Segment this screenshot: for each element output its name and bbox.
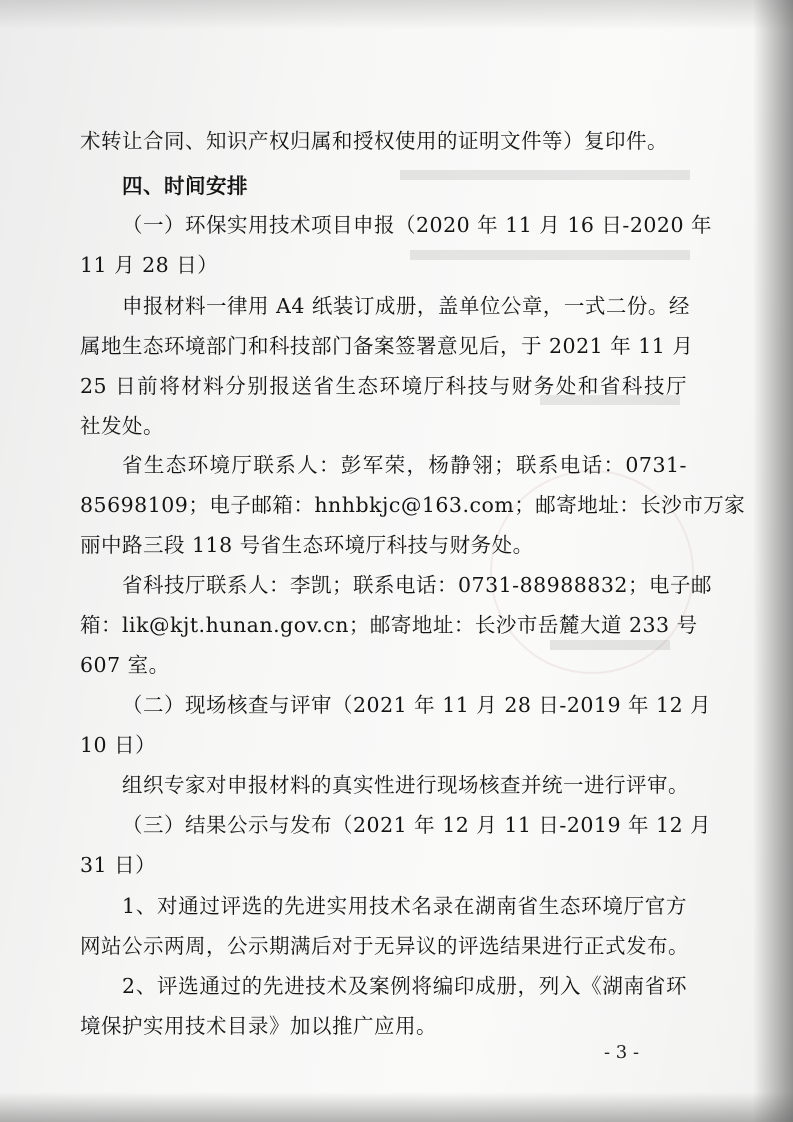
contact-env-line-3: 丽中路三段 118 号省生态环境厅科技与财务处。: [80, 533, 534, 557]
page-right-shadow: [753, 0, 793, 1122]
subheading-3-line-1: （三）结果公示与发布（2021 年 12 月 11 日-2019 年 12 月: [122, 813, 712, 837]
section-heading-schedule: 四、时间安排: [122, 174, 248, 198]
text-line-5: 申报材料一律用 A4 纸装订成册，盖单位公章，一式二份。经: [122, 294, 690, 318]
subheading-1-line-1: （一）环保实用技术项目申报（2020 年 11 月 16 日-2020 年: [122, 213, 713, 237]
item-2-line-1: 2、评选通过的先进技术及案例将编印成册，列入《湖南省环: [122, 974, 687, 998]
subheading-3-line-2: 31 日）: [80, 853, 157, 877]
subheading-2-line-2: 10 日）: [80, 733, 157, 757]
contact-env-line-2: 85698109；电子邮箱：hnhbkjc@163.com；邮寄地址：长沙市万家: [80, 493, 746, 517]
contact-sci-line-1: 省科技厅联系人：李凯；联系电话：0731-88988832；电子邮: [122, 573, 712, 597]
subheading-1-line-2: 11 月 28 日）: [80, 253, 219, 277]
contact-sci-line-3: 607 室。: [80, 653, 170, 677]
text-line-7: 25 日前将材料分别报送省生态环境厅科技与财务处和省科技厅: [80, 374, 687, 398]
text-line-6: 属地生态环境部门和科技部门备案签署意见后，于 2021 年 11 月: [80, 334, 694, 358]
text-line-8: 社发处。: [80, 414, 164, 438]
page-number: - 3 -: [604, 1042, 640, 1063]
item-1-line-2: 网站公示两周，公示期满后对于无异议的评选结果进行正式发布。: [80, 934, 689, 958]
item-1-line-1: 1、对通过评选的先进实用技术名录在湖南省生态环境厅官方: [122, 894, 687, 918]
text-line-17: 组织专家对申报材料的真实性进行现场核查并统一进行评审。: [122, 773, 689, 797]
contact-env-line-1: 省生态环境厅联系人：彭军荣，杨静翎；联系电话：0731-: [122, 453, 687, 477]
contact-sci-line-2: 箱：lik@kjt.hunan.gov.cn；邮寄地址：长沙市岳麓大道 233 号: [80, 613, 698, 637]
page-bottom-shadow: [0, 1092, 793, 1122]
page-top-shadow: [0, 0, 793, 30]
item-2-line-2: 境保护实用技术目录》加以推广应用。: [80, 1014, 437, 1038]
subheading-2-line-1: （二）现场核查与评审（2021 年 11 月 28 日-2019 年 12 月: [122, 693, 712, 717]
text-line-1: 术转让合同、知识产权归属和授权使用的证明文件等）复印件。: [80, 129, 668, 153]
